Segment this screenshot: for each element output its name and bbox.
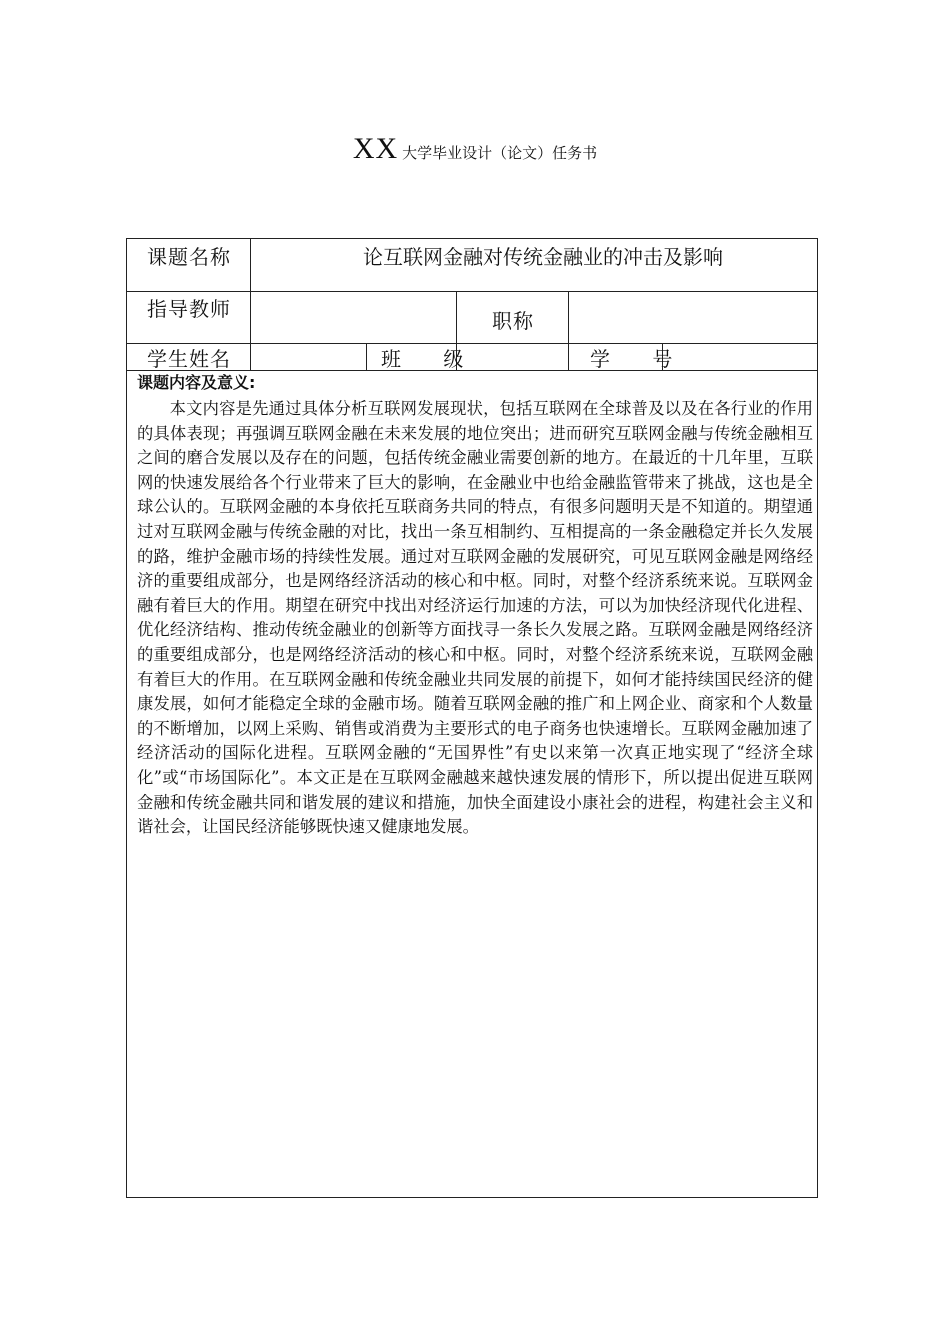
position-field[interactable]	[579, 299, 809, 335]
advisor-field[interactable]	[263, 299, 448, 335]
class-field[interactable]	[467, 345, 557, 367]
title-prefix: XX	[352, 132, 399, 165]
title-text: 大学毕业设计（论文）任务书	[402, 144, 598, 162]
topic-label: 课题名称	[147, 245, 231, 269]
content-heading: 课题内容及意义:	[137, 373, 256, 392]
page-title	[0, 132, 950, 166]
student-id-label: 学 号	[590, 347, 691, 371]
column-divider	[568, 343, 569, 370]
column-divider	[568, 291, 569, 343]
student-label: 学生姓名	[147, 347, 231, 371]
column-divider	[366, 343, 367, 370]
student-field[interactable]	[257, 345, 357, 367]
content-section	[137, 373, 813, 840]
content-paragraph: 本文内容是先通过具体分析互联网发展现状，包括互联网在全球普及以及在各行业的作用的具体表现；再强调互联网金融在未来发展的地位突出；进而研究互联网金融与传统金融相互之间的磨合发展以及存在的问题，包括传统金融业需要创新的地方。在最近的十几年里，互联网的快速发展给各个行业带来了巨大的影响，在金融业中也给金融监管带来了挑战，这也是全球公认的。互联网金融的本身依托互联商务共同的特点，有很多问题明天是不知道的。期望通过对互联网金融与传统金融的对比，找出一条互相制约、互相提高的一条金融稳定并长久发展的路，维护金融市场的持续性发展。通过对互联网金融的发展研究，可见互联网金融是网络经济的重要组成部分，也是网络经济活动的核心和中枢。同时，对整个经济系统来说。互联网金融有着巨大的作用。期望在研究中找出对经济运行加速的方法，可以为加快经济现代化进程、优化经济结构、推动传统金融业的创新等方面找寻一条长久发展之路。互联网金融是网络经济的重要组成部分，也是网络经济活动的核心和中枢。同时，对整个经济系统来说，互联网金融有着巨大的作用。在互联网金融和传统金融业共同发展的前提下，如何才能持续国民经济的健康发展，如何才能稳定全球的金融市场。随着互联网金融的推广和上网企业、商家和个人数量的不断增加，以网上采购、销售或消费为主要形式的电子商务也快速增长。互联网金融加速了经济活动的国际化进程。互联网金融的“无国界性”有史以来第一次真正地实现了“经济全球化”或“市场国际化”。本文正是在互联网金融越来越快速发展的情形下，所以提出促进互联网金融和传统金融共同和谐发展的建议和措施，加快全面建设小康社会的进程，构建社会主义和谐社会，让国民经济能够既快速又健康地发展。	[137, 399, 813, 837]
student-id-field[interactable]	[673, 345, 809, 367]
task-form-table	[126, 238, 818, 1198]
advisor-label: 指导教师	[147, 297, 231, 321]
column-divider	[456, 291, 457, 343]
position-label: 职称	[492, 309, 534, 333]
row-divider	[127, 291, 817, 292]
class-label: 班 级	[381, 347, 482, 371]
column-divider	[250, 239, 251, 370]
topic-value[interactable]: 论互联网金融对传统金融业的冲击及影响	[363, 245, 723, 269]
